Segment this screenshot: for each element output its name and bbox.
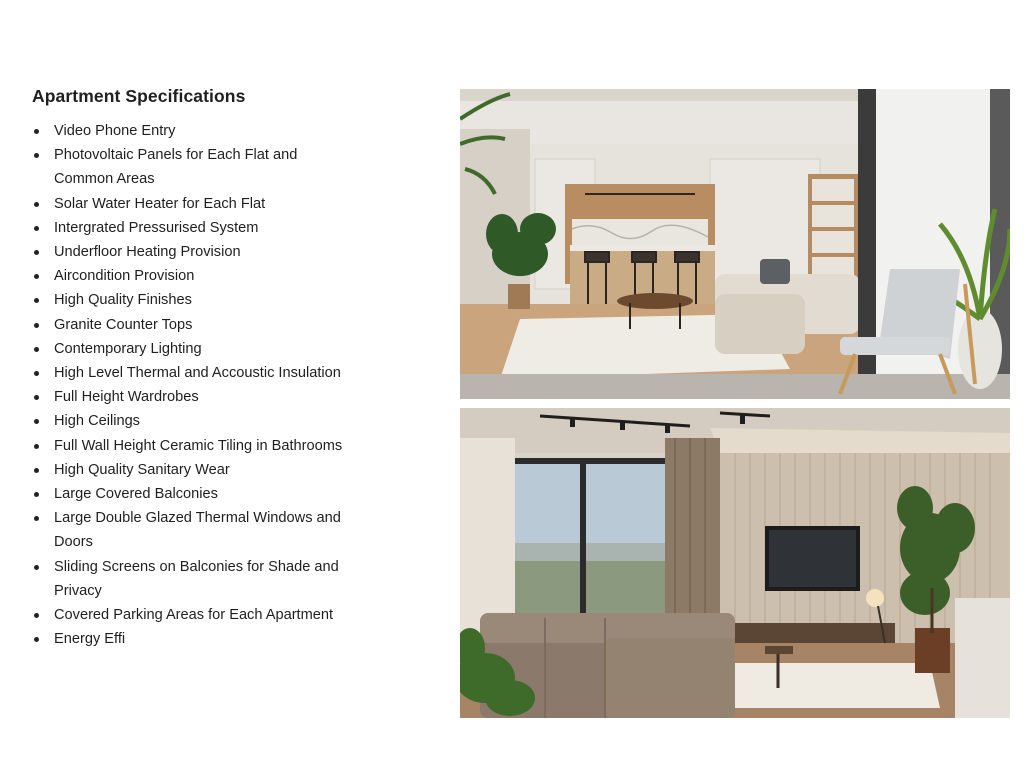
interior-render-living-room	[460, 408, 1010, 718]
spec-item: Solar Water Heater for Each Flat	[32, 192, 432, 216]
specifications-list	[32, 119, 432, 651]
kitchen-living-illustration	[460, 89, 1010, 399]
spec-item: Intergrated Pressurised System	[32, 216, 432, 240]
spec-item: Large Double Glazed Thermal Windows and Doors	[32, 506, 432, 554]
spec-item: Underfloor Heating Provision	[32, 240, 432, 264]
spec-item: Granite Counter Tops	[32, 313, 432, 337]
spec-item: High Ceilings	[32, 409, 432, 433]
spec-item: Energy Effi	[32, 627, 432, 651]
spec-item: Large Covered Balconies	[32, 482, 432, 506]
spec-item: Full Height Wardrobes	[32, 385, 432, 409]
specifications-panel	[32, 86, 432, 651]
spec-item: High Quality Finishes	[32, 288, 432, 312]
spec-item: Sliding Screens on Balconies for Shade and Privacy	[32, 555, 432, 603]
spec-item: Covered Parking Areas for Each Apartment	[32, 603, 432, 627]
spec-item: Full Wall Height Ceramic Tiling in Bathrooms	[32, 434, 432, 458]
specifications-title: Apartment Specifications	[32, 86, 246, 106]
spec-item: High Level Thermal and Accoustic Insulation	[32, 361, 432, 385]
spec-item: Aircondition Provision	[32, 264, 432, 288]
spec-item: High Quality Sanitary Wear	[32, 458, 432, 482]
living-room-illustration	[460, 408, 1010, 718]
spec-item: Video Phone Entry	[32, 119, 432, 143]
interior-render-kitchen-living	[460, 89, 1010, 399]
spec-item: Photovoltaic Panels for Each Flat and Common Areas	[32, 143, 432, 191]
spec-item: Contemporary Lighting	[32, 337, 432, 361]
